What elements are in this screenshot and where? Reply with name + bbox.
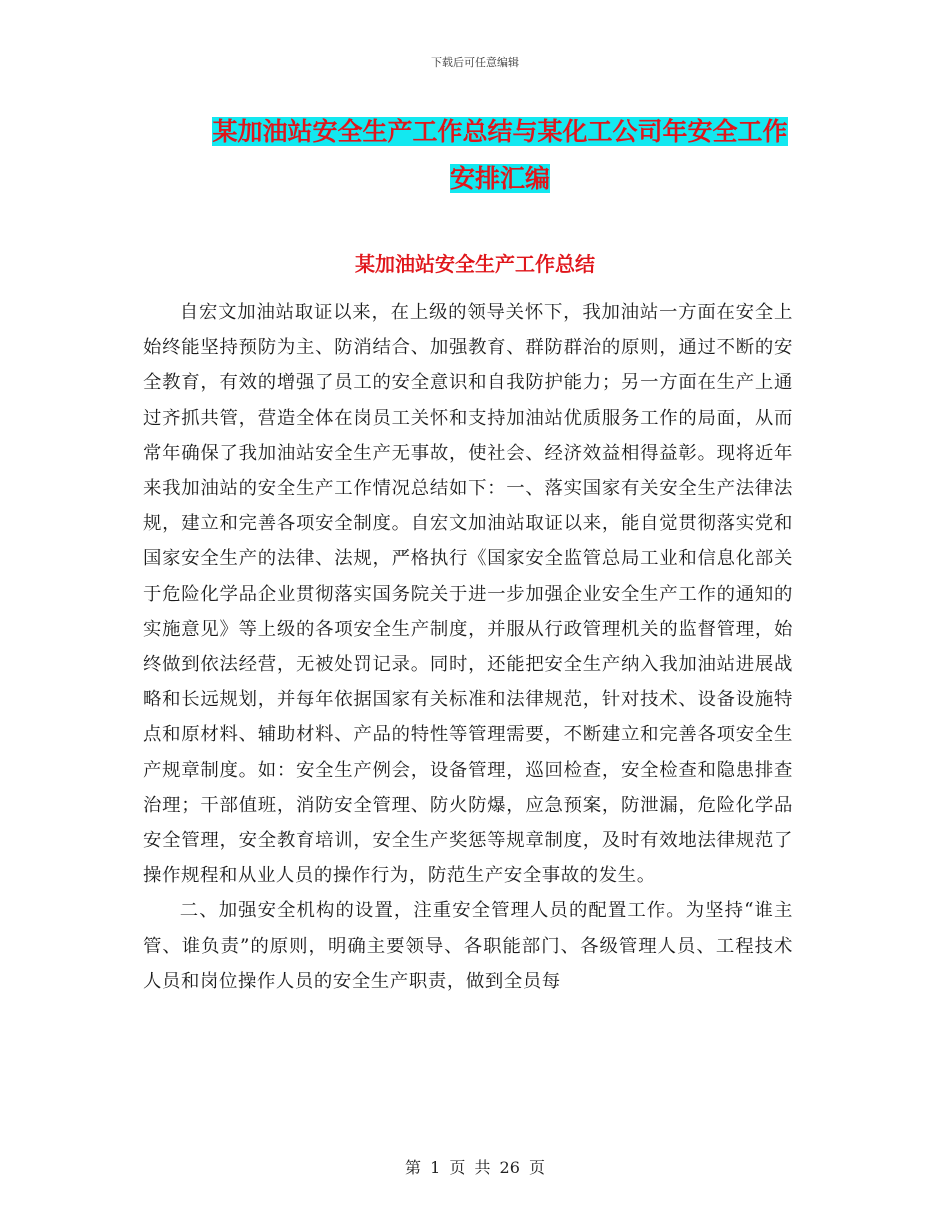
document-title [190,108,810,202]
document-title-line-2: 安排汇编 [449,164,550,193]
page-number-footer: 第 1 页 共 26 页 [405,1158,545,1177]
body-paragraph-2: 二、加强安全机构的设置，注重安全管理人员的配置工作。为坚持“谁主管、谁负责”的原则，明确主要领导、各职能部门、各级管理人员、工程技术人员和岗位操作人员的安全生产职责，做到全员每 [143,900,793,992]
section-heading: 某加油站安全生产工作总结 [355,252,595,276]
document-title-line-1: 某加油站安全生产工作总结与某化工公司年安全工作 [212,117,788,146]
body-paragraph-1: 自宏文加油站取证以来，在上级的领导关怀下，我加油站一方面在安全上始终能坚持预防为主、防消结合、加强教育、群防群治的原则，通过不断的安全教育，有效的增强了员工的安全意识和自我防护能力；另一方面在生产上通过齐抓共管，营造全体在岗员工关怀和支持加油站优质服务工作的局面，从而常年确保了我加油站安全生产无事故，使社会、经济效益相得益彰。现将近年来我加油站的安全生产工作情况总结如下：一、落实国家有关安全生产法律法规，建立和完善各项安全制度。自宏文加油站取证以来，能自觉贯彻落实党和国家安全生产的法律、法规，严格执行《国家安全监管总局工业和信息化部关于危险化学品企业贯彻落实国务院关于进一步加强企业安全生产工作的通知的实施意见》等上级的各项安全生产制度，并服从行政管理机关的监督管理，始终做到依法经营，无被处罚记录。同时，还能把安全生产纳入我加油站进展战略和长远规划，并每年依据国家有关标准和法律规范，针对技术、设备设施特点和原材料、辅助材料、产品的特性等管理需要，不断建立和完善各项安全生产规章制度。如：安全生产例会，设备管理，巡回检查，安全检查和隐患排查治理；干部值班，消防安全管理、防火防爆，应急预案，防泄漏，危险化学品安全管理，安全教育培训，安全生产奖惩等规章制度，及时有效地法律规范了操作规程和从业人员的操作行为，防范生产安全事故的发生。 [143,302,793,887]
body-text [143,295,793,999]
page-header-note: 下载后可任意编辑 [431,56,519,69]
